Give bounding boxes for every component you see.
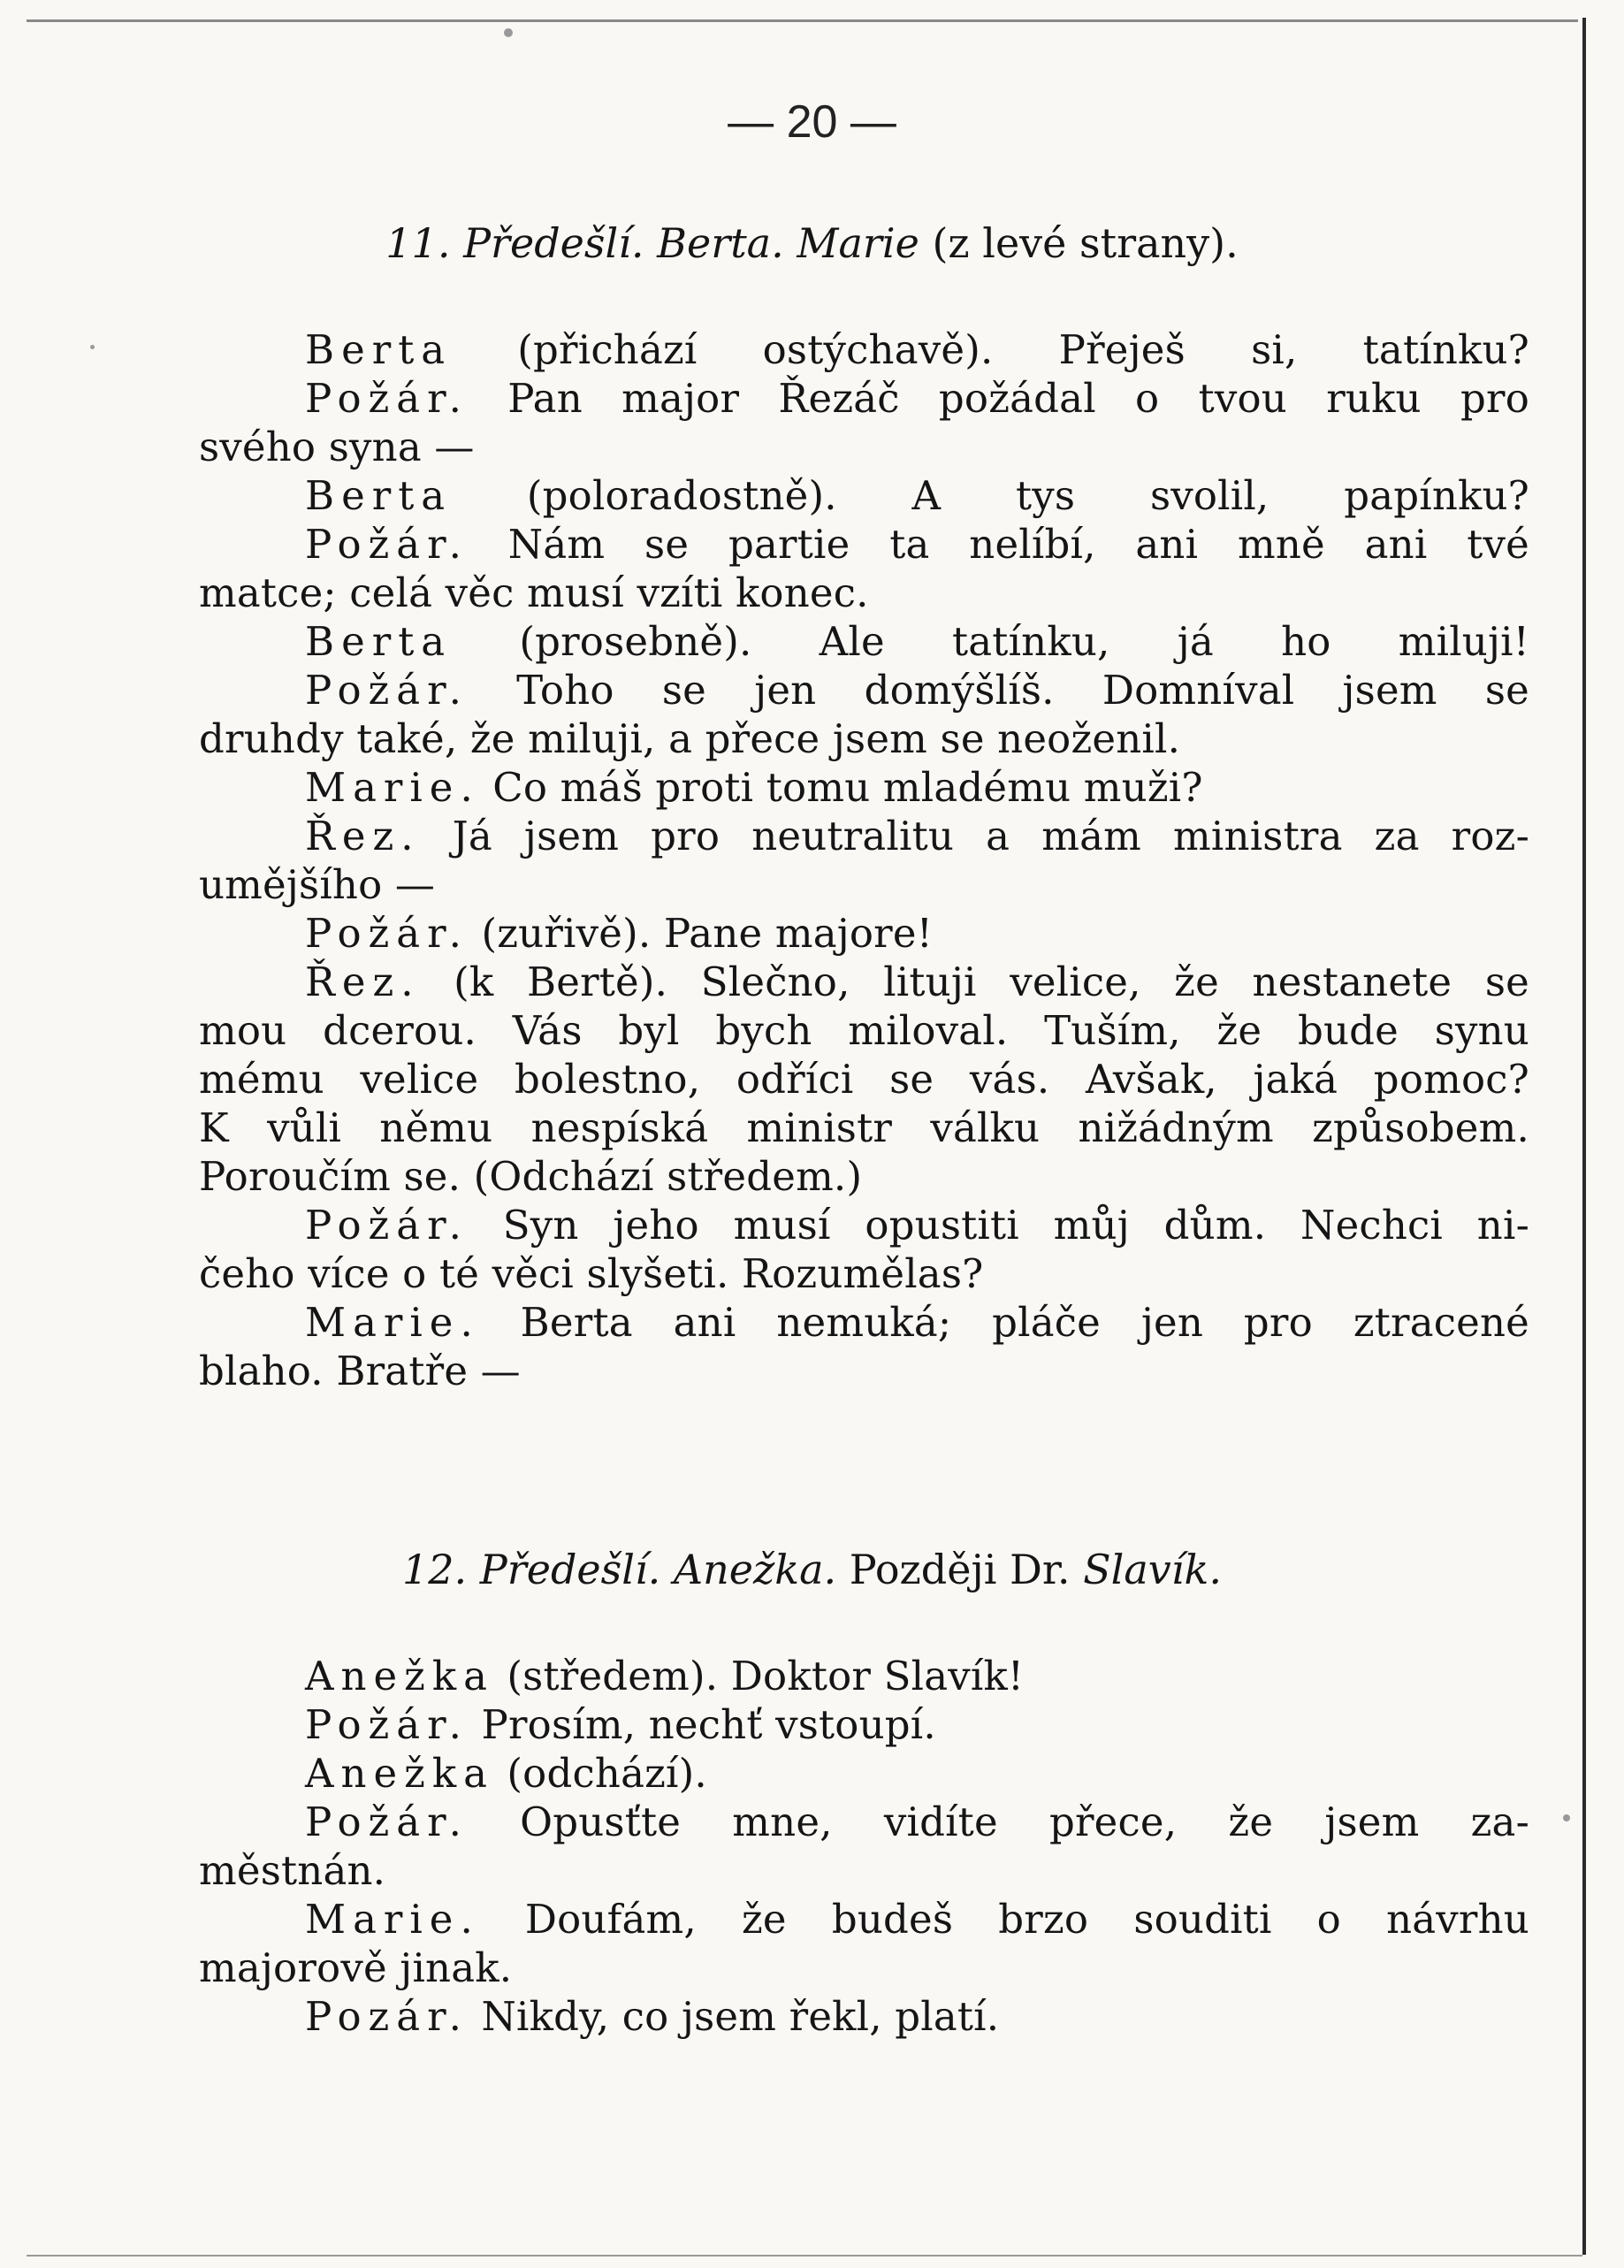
text-line (199, 325, 1529, 374)
scene-heading-part: Později Dr. (849, 1546, 1071, 1593)
scene-number: 12. (402, 1546, 468, 1593)
speaker-name: Požár. (305, 667, 469, 714)
dialogue-text: svého syna — (199, 424, 475, 470)
text-line (199, 1846, 1529, 1895)
dialogue-text: (k Bertě). Slečno, lituji velice, že nestanete se (420, 958, 1529, 1005)
scene-number: 11. (385, 219, 451, 267)
speaker-name: Požár. (305, 521, 469, 568)
dialogue-text: (přichází ostýchavě). Přeješ si, tatínku? (452, 326, 1529, 373)
print-speck (1563, 1814, 1570, 1821)
text-line (199, 666, 1529, 714)
text-line (199, 1249, 1529, 1298)
print-speck (90, 345, 95, 349)
dialogue-text: městnán. (199, 1847, 386, 1894)
scene-body-11 (199, 325, 1529, 1395)
text-line (199, 958, 1529, 1006)
dialogue-text: (zuřivě). Pane majore! (468, 910, 934, 957)
text-line (199, 1103, 1529, 1152)
text-line (199, 909, 1529, 958)
top-edge-rule (27, 19, 1578, 22)
scene-heading-part: Marie (797, 219, 919, 267)
dialogue-text: Prosím, nechť vstoupí. (468, 1701, 936, 1748)
dialogue-text: Já jsem pro neutralitu a mám ministra za roz- (420, 813, 1529, 859)
speaker-name: Berta (305, 326, 453, 373)
dialogue-text: matce; celá věc musí vzíti konec. (199, 569, 869, 616)
speaker-name: Požár. (305, 1701, 469, 1748)
dialogue-text: Toho se jen domýšlíš. Domníval jsem se (468, 667, 1529, 714)
speaker-name: Marie. (305, 764, 480, 811)
text-line (199, 1700, 1529, 1749)
text-line (199, 569, 1529, 617)
dialogue-text: (prosebně). Ale tatínku, já ho miluji! (452, 618, 1529, 665)
text-line (199, 812, 1529, 860)
text-line (199, 1006, 1529, 1055)
speaker-name: Požár. (305, 910, 469, 957)
text-line (199, 1992, 1529, 2041)
speaker-name: Marie. (305, 1299, 480, 1346)
text-line (199, 860, 1529, 909)
text-line (199, 1347, 1529, 1395)
scene-heading-12 (0, 1546, 1624, 1593)
speaker-name: Marie. (305, 1896, 480, 1943)
dialogue-text: (odchází). (493, 1750, 707, 1797)
speaker-name: Anežka (305, 1653, 494, 1699)
scene-heading-part: Předešlí. (463, 219, 644, 267)
speaker-name: Berta (305, 472, 453, 519)
dialogue-text: mou dcerou. Vás byl bych miloval. Tuším, že bude synu (199, 1007, 1529, 1054)
text-line (199, 1652, 1529, 1700)
text-line (199, 714, 1529, 763)
text-line (199, 1055, 1529, 1103)
scene-heading-part: (z levé strany). (932, 219, 1239, 267)
text-line (199, 1798, 1529, 1846)
dialogue-text: Opusťte mne, vidíte přece, že jsem za- (468, 1798, 1529, 1845)
scene-heading-part: Berta. (657, 219, 784, 267)
text-line (199, 471, 1529, 520)
dialogue-text: Co máš proti tomu mladému muži? (479, 764, 1203, 811)
dialogue-text: (středem). Doktor Slavík! (493, 1653, 1025, 1699)
speaker-name: Berta (305, 618, 453, 665)
text-line (199, 374, 1529, 423)
text-line (199, 520, 1529, 569)
scene-heading-part: Předešlí. (479, 1546, 661, 1593)
print-speck (504, 28, 513, 37)
dialogue-text: druhdy také, že miluji, a přece jsem se neoženil. (199, 715, 1181, 762)
dialogue-text: blaho. Bratře — (199, 1348, 521, 1394)
dialogue-text: čeho více o té věci slyšeti. Rozumělas? (199, 1250, 984, 1297)
speaker-name: Pozár. (305, 1993, 469, 2040)
dialogue-text: K vůli němu nespíská ministr válku nižádným způsobem. (199, 1104, 1529, 1151)
dialogue-text: Pan major Řezáč požádal o tvou ruku pro (468, 375, 1529, 422)
dialogue-text: Nám se partie ta nelíbí, ani mně ani tvé (468, 521, 1529, 568)
speaker-name: Řez. (305, 813, 421, 859)
scene-heading-part: Anežka. (673, 1546, 837, 1593)
dialogue-text: Doufám, že budeš brzo souditi o návrhu (479, 1896, 1529, 1943)
speaker-name: Řez. (305, 958, 421, 1005)
text-line (199, 423, 1529, 471)
text-line (199, 1943, 1529, 1992)
scene-body-12 (199, 1652, 1529, 2041)
dialogue-text: mému velice bolestno, odříci se vás. Avšak, jaká pomoc? (199, 1056, 1529, 1103)
dialogue-text: Syn jeho musí opustiti můj dům. Nechci ni- (468, 1202, 1529, 1249)
scene-heading-part: Slavík. (1083, 1546, 1222, 1593)
scene-heading-11 (0, 219, 1624, 267)
text-line (199, 1895, 1529, 1943)
text-line (199, 1152, 1529, 1201)
text-line (199, 1749, 1529, 1798)
right-edge-rule (1582, 18, 1586, 2255)
speaker-name: Požár. (305, 1202, 469, 1249)
page-number: — 20 — (728, 96, 896, 148)
text-line (199, 1298, 1529, 1347)
speaker-name: Požár. (305, 375, 469, 422)
speaker-name: Anežka (305, 1750, 494, 1797)
text-line (199, 617, 1529, 666)
dialogue-text: majorově jinak. (199, 1944, 513, 1991)
dialogue-text: umějšího — (199, 861, 436, 908)
dialogue-text: (poloradostně). A tys svolil, papínku? (452, 472, 1529, 519)
bottom-edge-rule (27, 2255, 1582, 2257)
speaker-name: Požár. (305, 1798, 469, 1845)
dialogue-text: Berta ani nemuká; pláče jen pro ztracené (479, 1299, 1529, 1346)
text-line (199, 763, 1529, 812)
dialogue-text: Poroučím se. (Odchází středem.) (199, 1153, 863, 1200)
dialogue-text: Nikdy, co jsem řekl, platí. (468, 1993, 1000, 2040)
text-line (199, 1201, 1529, 1249)
